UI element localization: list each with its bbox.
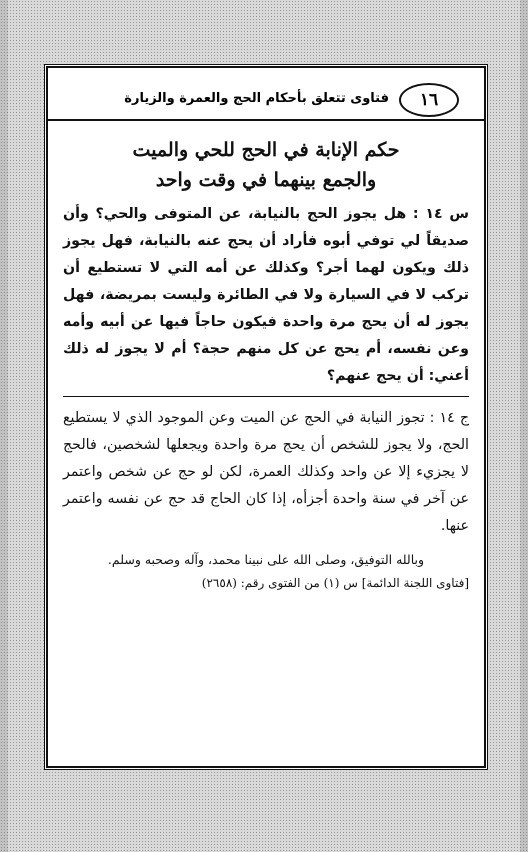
section-heading (63, 135, 469, 195)
running-header-title: فتاوى تتعلق بأحكام الحج والعمرة والزيارة (124, 91, 389, 106)
scan-edge-right (520, 0, 528, 852)
closing-line: وبالله التوفيق، وصلى الله على نبينا محمد، وآله وصحبه وسلم. (107, 552, 425, 567)
page-number: ١٦ (399, 83, 459, 117)
running-header (47, 85, 485, 121)
page-content (63, 135, 469, 594)
page-frame (44, 64, 488, 770)
heading-line-2: والجمع بينهما في وقت واحد (155, 169, 377, 191)
divider-rule (63, 396, 469, 397)
answer-paragraph: ج ١٤ : تجوز النيابة في الحج عن الميت وعن الموجود الذي لا يستطيع الحج، ولا يجوز للشخص أن يحج مرة واحدة ويجعلها لشخصين، فالحج لا يجزيء إلا عن واحد وكذلك العمرة، لكن لو حج عن شخص واعتمر عن آخر في سنة واحدة أجزأه، إذا كان الحاج قد حج عن نفسه واعتمر عنها. (63, 410, 469, 534)
heading-line-1: حكم الإنابة في الحج للحي والميت (132, 139, 400, 161)
scan-edge-left (0, 0, 8, 852)
source-reference: [فتاوى اللجنة الدائمة] س (١) من الفتوى رقم: (٢٦٥٨) (201, 576, 469, 590)
question-paragraph: س ١٤ : هل يجوز الحج بالنيابة، عن المتوفى والحي؟ وأن صديقاً لي توفي أبوه فأراد أن يحج عنه بالنيابة، فهل يجوز ذلك ويكون لهما أجر؟ وكذلك عن أمه التي لا تستطيع أن تركب لا في السيارة ولا في الطائرة وليست بمريضة، فهل يجوز له أن يحج مرة واحدة فيكون حاجاً فيها عن أبيه وأمه وعن نفسه، أم يحج عن كل منهم حجة؟ أم لا يجوز له ذلك أعني: أن يحج عنهم؟ (63, 206, 469, 384)
